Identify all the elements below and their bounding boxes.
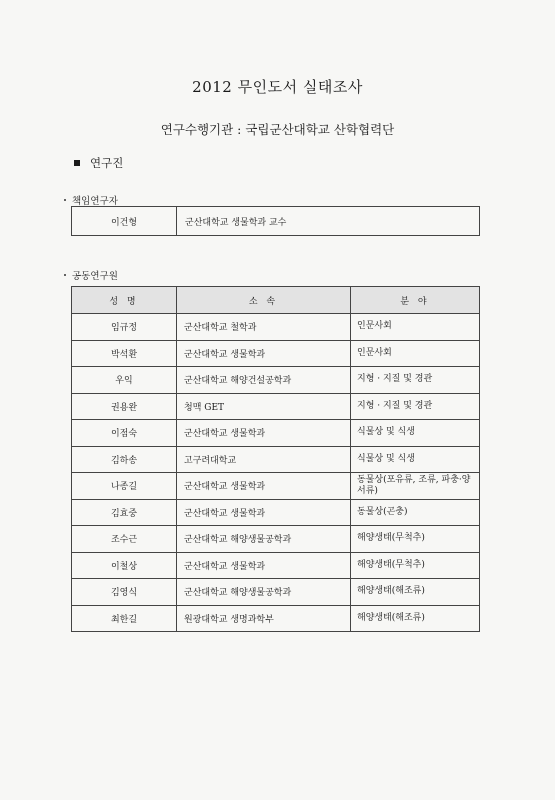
table-row xyxy=(72,605,480,632)
co-researchers-table xyxy=(71,286,480,632)
cell-name: 이철상 xyxy=(72,552,177,579)
cell-affiliation: 군산대학교 해양건설공학과 xyxy=(177,367,351,394)
section-label: 연구진 xyxy=(90,156,124,170)
section-heading xyxy=(74,155,123,171)
header-field: 분 야 xyxy=(351,287,480,314)
pi-heading xyxy=(64,193,118,207)
header-name: 성 명 xyxy=(72,287,177,314)
table-row xyxy=(72,579,480,606)
cell-name: 김효중 xyxy=(72,499,177,526)
cell-affiliation: 군산대학교 생물학과 xyxy=(177,473,351,500)
square-bullet-icon xyxy=(74,160,80,166)
cell-affiliation: 군산대학교 생물학과 xyxy=(177,552,351,579)
page-title: 2012 무인도서 실태조사 xyxy=(192,78,363,96)
cell-field: 식물상 및 식생 xyxy=(351,420,480,447)
table-row xyxy=(72,420,480,447)
table-header-row xyxy=(72,287,480,314)
cell-affiliation: 고구려대학교 xyxy=(177,446,351,473)
cell-affiliation: 청맥 GET xyxy=(177,393,351,420)
cell-affiliation: 군산대학교 해양생물공학과 xyxy=(177,526,351,553)
cell-name: 조수근 xyxy=(72,526,177,553)
cell-field: 동물상(곤충) xyxy=(351,499,480,526)
cell-name: 우익 xyxy=(72,367,177,394)
cell-name: 김영식 xyxy=(72,579,177,606)
cell-field: 동물상(포유류, 조류, 파충·양서류) xyxy=(351,473,480,500)
cell-affiliation: 군산대학교 생물학과 xyxy=(177,499,351,526)
cell-name: 최한길 xyxy=(72,605,177,632)
cell-field: 식물상 및 식생 xyxy=(351,446,480,473)
table-row xyxy=(72,526,480,553)
pi-name: 이건형 xyxy=(72,207,177,236)
table-row xyxy=(72,499,480,526)
table-row xyxy=(72,552,480,579)
pi-heading-label: 책임연구자 xyxy=(72,196,118,207)
table-row xyxy=(72,393,480,420)
cell-affiliation: 원광대학교 생명과학부 xyxy=(177,605,351,632)
cell-name: 임규정 xyxy=(72,314,177,341)
cell-field: 지형 · 지질 및 경관 xyxy=(351,393,480,420)
institution-line: 연구수행기관 : 국립군산대학교 산학협력단 xyxy=(160,122,395,137)
cell-field: 해양생태(무척추) xyxy=(351,552,480,579)
cell-name: 이점숙 xyxy=(72,420,177,447)
dot-bullet-icon xyxy=(64,199,66,201)
pi-row xyxy=(72,207,480,236)
cell-affiliation: 군산대학교 생물학과 xyxy=(177,420,351,447)
cell-field: 인문사회 xyxy=(351,314,480,341)
cell-name: 김하송 xyxy=(72,446,177,473)
pi-affiliation: 군산대학교 생물학과 교수 xyxy=(177,207,480,236)
cell-field: 해양생태(해조류) xyxy=(351,579,480,606)
co-heading-label: 공동연구원 xyxy=(72,271,118,282)
cell-affiliation: 군산대학교 철학과 xyxy=(177,314,351,341)
pi-table xyxy=(71,206,480,236)
dot-bullet-icon xyxy=(64,274,66,276)
cell-name: 박석환 xyxy=(72,340,177,367)
cell-field: 해양생태(해조류) xyxy=(351,605,480,632)
cell-affiliation: 군산대학교 생물학과 xyxy=(177,340,351,367)
table-row xyxy=(72,314,480,341)
cell-affiliation: 군산대학교 해양생물공학과 xyxy=(177,579,351,606)
table-row xyxy=(72,367,480,394)
cell-field: 지형 · 지질 및 경관 xyxy=(351,367,480,394)
table-row xyxy=(72,446,480,473)
cell-name: 권용완 xyxy=(72,393,177,420)
header-affiliation: 소 속 xyxy=(177,287,351,314)
co-heading xyxy=(64,268,118,282)
table-row xyxy=(72,340,480,367)
table-row xyxy=(72,473,480,500)
cell-field: 해양생태(무척추) xyxy=(351,526,480,553)
cell-field: 인문사회 xyxy=(351,340,480,367)
cell-name: 나종길 xyxy=(72,473,177,500)
